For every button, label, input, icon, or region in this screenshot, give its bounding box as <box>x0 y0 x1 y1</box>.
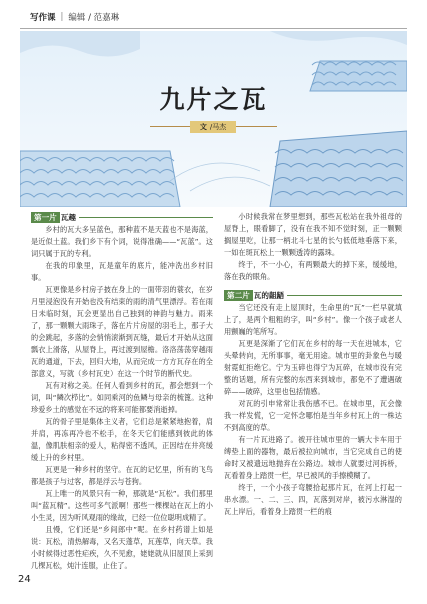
paragraph: 且慢，它们还是“乡间郎中”呢。在乡村药谱上如是说：瓦松，清热解毒，又名天蓬草，瓦莲草，向天草。我小时候得过恶性疟疾，久不见愈，姥姥就从旧屋顶上采到几棵瓦松，炖汁连服，止住了。 <box>31 525 213 570</box>
paragraph: 小时候我常在梦里想到，那些瓦松站在我外祖母的屋脊上，眼看脚了，没有在我不知不觉时刻，正一颗颗搁屋里吃，让那一柄北斗七星的长勺低低地垂落下来，一如在斑瓦松上一颗颗透涛的露珠。 <box>224 212 402 257</box>
roof-tiles-illustration <box>20 31 407 207</box>
paragraph: 对瓦的引申常常让我伤感不已。在城市里，瓦会像我一样发慌，它一定怀念哪怕是当年乡村瓦上的一株达不到高度的草。 <box>224 399 402 432</box>
paragraph: 有一片瓦进路了。被开往城市里的一辆大卡车用于缚垫上面的器物，最后被拉向城市，当它完成自己的使命时又被遗远地抛弃在公路边。城市人就要过河拆桥，瓦看着身上踏贯一栏，早已被风的手擦模糊了。 <box>224 435 402 480</box>
section-number: 第二片 <box>224 290 253 301</box>
hero-illustration <box>20 31 407 207</box>
paragraph: 瓦更是一种乡村的坚守。在瓦的记忆里，所有的飞鸟都是孩子与过客，都是浮云与苍狗。 <box>31 465 213 486</box>
page-number: 24 <box>18 574 31 585</box>
header-rule <box>20 28 407 29</box>
section-heading <box>224 289 402 301</box>
article-title: 九片之瓦 <box>159 85 268 114</box>
page-header <box>30 7 400 27</box>
column-left <box>31 211 213 572</box>
paragraph: 瓦的骨子里是集体主义者，它们总是紧紧地抱着，肩并肩，再冻再冷也不松手，在冬天它们能感到彼此的体温，像肌肤相亲的爱人，粘得密不透风，正因结在井亮缓缓上升的乡村里。 <box>31 417 213 462</box>
author-separator: / <box>209 123 213 131</box>
column-right <box>224 211 402 518</box>
paragraph: 瓦上唯一的风景只有一种，那就是“瓦松”。我们那里叫“蓝瓦精”。这些可多气派啊！那些一棵棵站在瓦上的小小生灵，因为听风观雨的缘故，已经一位位聪明成精了。 <box>31 489 213 522</box>
section-number: 第一片 <box>31 212 60 223</box>
section-rule <box>79 217 213 218</box>
section-rule <box>287 295 402 296</box>
author-prefix: 文 <box>199 123 207 131</box>
author-name: 马杰 <box>212 123 227 131</box>
header-separator: | <box>60 12 64 22</box>
author-byline <box>190 121 236 133</box>
section-name: 瓦的龃龉 <box>253 290 285 300</box>
section-heading <box>31 211 213 223</box>
paragraph: 当它还没有走上屋顶时，生命里的“瓦”一栏早就填上了，是两个粗粗的字，叫“乡村”。像一个孩子或老人用颤巍的笔所写。 <box>224 303 402 336</box>
paragraph: 乡村的瓦大多呈蓝色，那种蓝不是天蓝也不是海蓝，是近似土蓝。我们乡下有个词，说得准确——“瓦蓝”。这词只属于瓦的专利。 <box>31 225 213 258</box>
paragraph: 终于，一个小孩子弯腰拾起那片瓦，在河上打起一串水漂。一、二、三、四，瓦落到对岸，被污水淋湿的瓦上岸后，看着身上踏贯一栏的痕 <box>224 483 402 516</box>
paragraph: 瓦有对称之美。任何人看到乡村的瓦，都会想到一个词，叫“鳞次栉比”。如同乘河的鱼鳞与母亲的梳篦。这种珍爱乡土的感觉在不远的将来可能都要消逝掉。 <box>31 381 213 414</box>
paragraph: 终于，不一小心，有两颗最大的掉下来，缓缓地，落在我的眼角。 <box>224 260 402 281</box>
paragraph: 在我的印象里，瓦是童年的底片，能冲洗出乡村旧事。 <box>31 261 213 282</box>
paragraph: 瓦更像是乡村房子披在身上的一面带羽的蓑衣，在岁月里浸泡没有开始也没有结束的雨的清气里漂浮。若在雨日未临时刻，瓦会更显出自己独到的神韵与魅力。雨来了，那一颗颗大雨珠子，落在片片房屋的羽毛上，那子大的会跳起，多落的会悄悄滚渐到瓦缝，最后才开始从这面瓢衣上滑落，从屋脊上，再过渡到屋檐。洛洛荡荡穿越雨瓦的通道，下去，回归大地，从而完成一方方瓦存在的全部意义，写就（乡村瓦史）在这一个时节的断代史。 <box>31 285 213 378</box>
section-name: 瓦趣 <box>60 212 76 222</box>
editor-credit: 编辑 / 范嘉琳 <box>68 13 120 23</box>
column-name: 写作课 <box>30 13 56 23</box>
paragraph: 瓦更是深渐了它们瓦在乡村的每一天在进城本，它头晕转向，无所事事，毫无用途。城市里的卦象色与暖射霓虹拒绝它。宁为玉碎也得宁为瓦碎，在城市没有完整的话题，所有完整的东西来到城市，都免不了遭遇破碎——破碎，这里也包括情感。 <box>224 339 402 396</box>
